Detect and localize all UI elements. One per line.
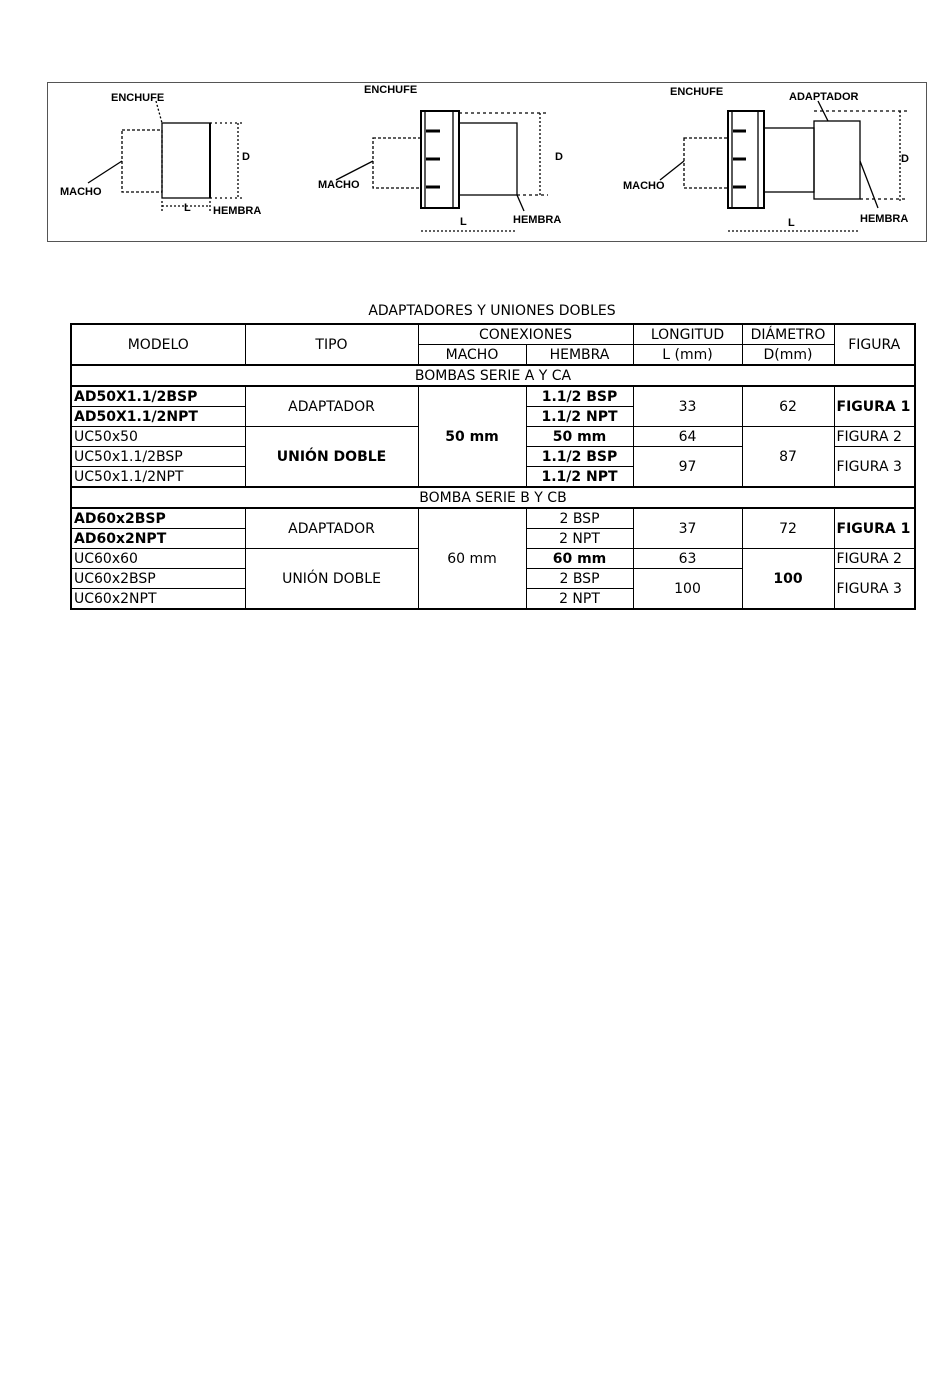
hembra-cell: 1.1/2 BSP: [526, 447, 633, 467]
figures-panel: [47, 82, 927, 242]
figure-1-drawing: [88, 101, 243, 213]
fig2-l-label: L: [460, 216, 467, 228]
modelo-cell: AD60x2NPT: [71, 529, 245, 549]
diametro-cell: 72: [742, 508, 834, 549]
figura-cell: FIGURA 1: [834, 386, 915, 427]
hembra-cell: 1.1/2 NPT: [526, 467, 633, 488]
diametro-cell: 62: [742, 386, 834, 427]
header-tipo: TIPO: [245, 324, 418, 365]
fig3-enchufe-label: ENCHUFE: [670, 86, 724, 98]
tipo-cell: UNIÓN DOBLE: [245, 549, 418, 610]
figura-cell: FIGURA 2: [834, 549, 915, 569]
section-title: BOMBAS SERIE A Y CA: [71, 365, 915, 386]
header-diametro: DIÁMETRO: [742, 324, 834, 345]
fig3-hembra-label: HEMBRA: [860, 213, 909, 225]
figure-2-drawing: [336, 111, 548, 231]
fig2-hembra-label: HEMBRA: [513, 214, 562, 226]
modelo-cell: UC60x2BSP: [71, 569, 245, 589]
longitud-cell: 63: [633, 549, 742, 569]
fig2-macho-label: MACHO: [318, 179, 360, 191]
hembra-cell: 2 NPT: [526, 589, 633, 610]
longitud-cell: 100: [633, 569, 742, 610]
diametro-cell: 87: [742, 427, 834, 488]
header-figura: FIGURA: [834, 324, 915, 365]
hembra-cell: 1.1/2 NPT: [526, 407, 633, 427]
section-title: BOMBA SERIE B Y CB: [71, 487, 915, 508]
header-conexiones: CONEXIONES: [418, 324, 633, 345]
diametro-cell: 100: [742, 549, 834, 610]
header-diametro-unit: D(mm): [742, 345, 834, 366]
table-row: [71, 508, 915, 529]
header-longitud-unit: L (mm): [633, 345, 742, 366]
modelo-cell: AD60x2BSP: [71, 508, 245, 529]
modelo-cell: AD50X1.1/2NPT: [71, 407, 245, 427]
figura-cell: FIGURA 1: [834, 508, 915, 549]
modelo-cell: UC60x2NPT: [71, 589, 245, 610]
table-title: ADAPTADORES Y UNIONES DOBLES: [368, 303, 616, 319]
longitud-cell: 64: [633, 427, 742, 447]
header-hembra: HEMBRA: [526, 345, 633, 366]
hembra-cell: 50 mm: [526, 427, 633, 447]
macho-cell: 50 mm: [418, 386, 526, 487]
modelo-cell: UC50x50: [71, 427, 245, 447]
fig3-macho-label: MACHO: [623, 180, 665, 192]
fig2-d-label: D: [555, 151, 563, 163]
figura-cell: FIGURA 2: [834, 427, 915, 447]
longitud-cell: 33: [633, 386, 742, 427]
table-row: [71, 386, 915, 407]
tipo-cell: ADAPTADOR: [245, 386, 418, 427]
figure-3-drawing: [660, 101, 908, 231]
modelo-cell: UC50x1.1/2NPT: [71, 467, 245, 488]
fig1-macho-label: MACHO: [60, 186, 102, 198]
fig1-enchufe-label: ENCHUFE: [111, 92, 165, 104]
fig3-l-label: L: [788, 217, 795, 229]
fig3-d-label: D: [901, 153, 909, 165]
hembra-cell: 2 BSP: [526, 508, 633, 529]
figura-cell: FIGURA 3: [834, 447, 915, 488]
fig1-l-label: L: [184, 202, 191, 214]
spec-table: [70, 323, 916, 610]
macho-cell: 60 mm: [418, 508, 526, 609]
header-macho: MACHO: [418, 345, 526, 366]
longitud-cell: 97: [633, 447, 742, 488]
fig1-hembra-label: HEMBRA: [213, 205, 262, 217]
tipo-cell: UNIÓN DOBLE: [245, 427, 418, 488]
hembra-cell: 60 mm: [526, 549, 633, 569]
fig2-enchufe-label: ENCHUFE: [364, 84, 418, 96]
hembra-cell: 1.1/2 BSP: [526, 386, 633, 407]
figura-cell: FIGURA 3: [834, 569, 915, 610]
fig1-d-label: D: [242, 151, 250, 163]
modelo-cell: UC50x1.1/2BSP: [71, 447, 245, 467]
longitud-cell: 37: [633, 508, 742, 549]
header-modelo: MODELO: [71, 324, 245, 365]
hembra-cell: 2 BSP: [526, 569, 633, 589]
hembra-cell: 2 NPT: [526, 529, 633, 549]
fig3-adaptador-label: ADAPTADOR: [789, 91, 859, 103]
modelo-cell: UC60x60: [71, 549, 245, 569]
modelo-cell: AD50X1.1/2BSP: [71, 386, 245, 407]
tipo-cell: ADAPTADOR: [245, 508, 418, 549]
header-longitud: LONGITUD: [633, 324, 742, 345]
